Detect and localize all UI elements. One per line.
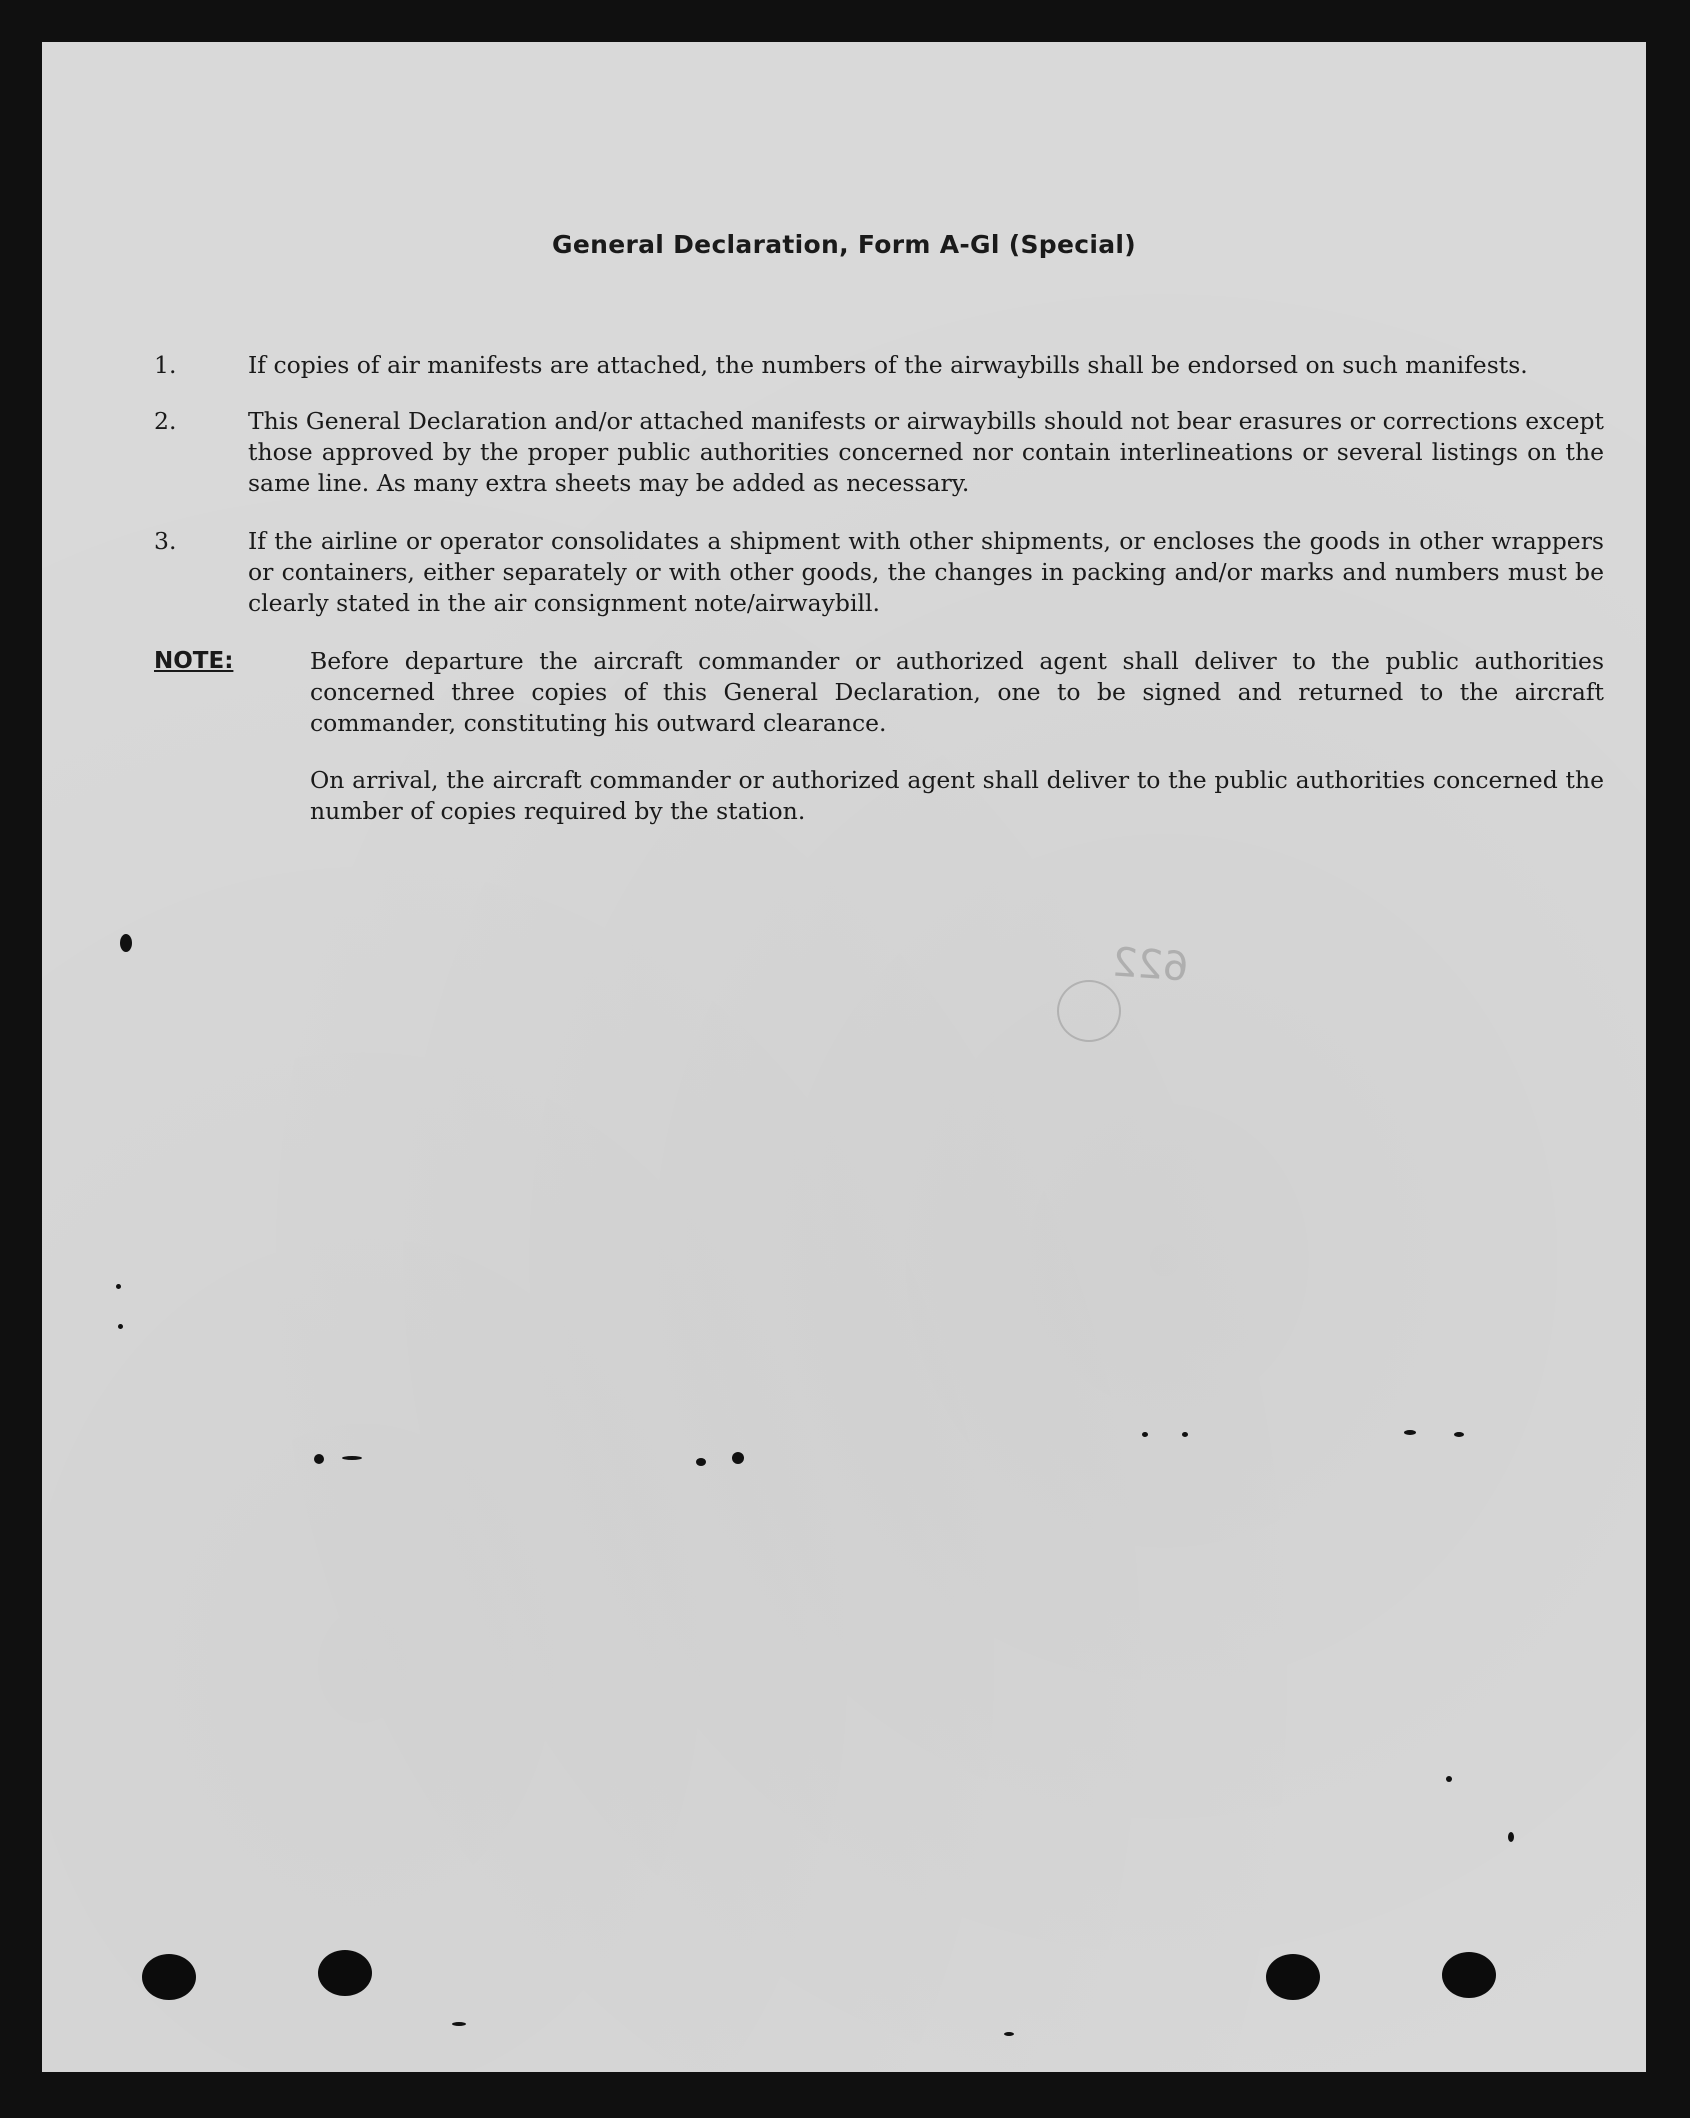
note-block xyxy=(154,646,1604,827)
speck xyxy=(342,1456,362,1460)
speck xyxy=(732,1452,744,1464)
item-number: 1. xyxy=(154,351,177,379)
speck xyxy=(1446,1776,1452,1782)
punch-hole xyxy=(1266,1954,1320,2000)
instruction-item-1 xyxy=(154,350,1604,381)
speck xyxy=(120,934,132,952)
document-page xyxy=(42,42,1646,2072)
item-text: If copies of air manifests are attached, the numbers of the airwaybills shall be endorsed on such manifests. xyxy=(248,351,1528,379)
instruction-item-3 xyxy=(154,526,1604,619)
punch-hole xyxy=(1442,1952,1496,1998)
item-number: 2. xyxy=(154,407,177,435)
item-text: This General Declaration and/or attached manifests or airwaybills should not bear erasures or corrections except those approved by the proper public authorities concerned nor contain interlineations or several listings on the same line. As many extra sheets may be added as necessary. xyxy=(248,407,1604,497)
item-number: 3. xyxy=(154,527,177,555)
page-title: General Declaration, Form A-Gl (Special) xyxy=(552,230,1136,259)
speck xyxy=(1182,1432,1188,1437)
punch-hole xyxy=(142,1954,196,2000)
bleed-through-mark: 622 xyxy=(1110,939,1190,991)
speck xyxy=(1404,1430,1416,1435)
speck xyxy=(1454,1432,1464,1437)
note-paragraph-departure: Before departure the aircraft commander or authorized agent shall deliver to the public authorities concerned three copies of this General Declaration, one to be signed and returned to the aircraft commander, constituting his outward clearance. xyxy=(310,647,1604,737)
bleed-through-circle xyxy=(1057,980,1121,1042)
instruction-item-2 xyxy=(154,406,1604,499)
note-paragraph-arrival: On arrival, the aircraft commander or authorized agent shall deliver to the public authorities concerned the number of copies required by the station. xyxy=(310,766,1604,825)
speck xyxy=(314,1454,324,1464)
note-label: NOTE: xyxy=(154,648,234,674)
speck xyxy=(696,1458,706,1466)
punch-hole xyxy=(318,1950,372,1996)
item-text: If the airline or operator consolidates a shipment with other shipments, or encloses the goods in other wrappers or containers, either separately or with other goods, the changes in packing and/or marks and numbers must be clearly stated in the air consignment note/airwaybill. xyxy=(248,527,1604,617)
speck xyxy=(1508,1832,1514,1842)
speck xyxy=(118,1324,123,1329)
speck xyxy=(1142,1432,1148,1437)
speck xyxy=(452,2022,466,2026)
speck xyxy=(116,1284,121,1289)
speck xyxy=(1004,2032,1014,2036)
